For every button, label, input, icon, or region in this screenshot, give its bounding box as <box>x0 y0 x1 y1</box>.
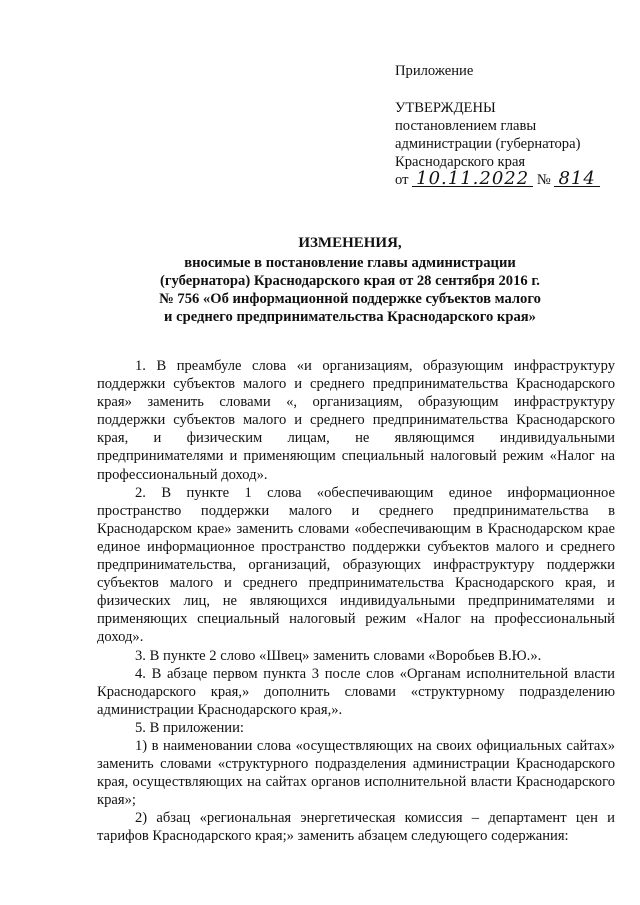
title-main: ИЗМЕНЕНИЯ, <box>298 235 402 251</box>
title-line-1: вносимые в постановление главы администрации <box>184 255 516 271</box>
document-title <box>90 234 610 326</box>
handwritten-date: 10.11.2022 <box>412 171 533 187</box>
paragraph-7: 2) абзац «региональная энергетическая комиссия – департамент цен и тарифов Краснодарского края;» заменить абзацем следующего содержания: <box>97 810 615 845</box>
approved-by-line-3: Краснодарского края <box>395 154 526 170</box>
approved-label: УТВЕРЖДЕНЫ <box>395 100 496 116</box>
appendix-label: Приложение <box>395 63 474 79</box>
from-prefix: от <box>395 172 409 188</box>
title-line-2: (губернатора) Краснодарского края от 28 сентября 2016 г. <box>160 273 540 289</box>
approval-stamp <box>395 62 600 189</box>
paragraph-2: 2. В пункте 1 слова «обеспечивающим единое информационное пространство поддержки малого и среднего предпринимательства в Краснодарском крае» заменить словами «обеспечивающим в Краснодарском крае единое информационное пространство поддержки субъектов малого и среднего предпринимательства, организаций, образующих инфраструктуру поддержки субъектов малого и среднего предпринимательства Краснодарского края, и физических лиц, не являющихся индивидуальными предпринимателями и применяющих специальный налоговый режим «Налог на профессиональный доход». <box>97 484 615 646</box>
paragraph-1: 1. В преамбуле слова «и организациям, образующим инфраструктуру поддержки субъектов малого и среднего предпринимательства Краснодарского края» заменить словами «, организациям, образующим инфраструктуру поддержки субъектов малого и среднего предпринимательства Краснодарского края, и физическим лицам, не являющимся индивидуальными предпринимателями и применяющим специальный налоговый режим «Налог на профессиональный доход». <box>97 358 615 483</box>
paragraph-6: 1) в наименовании слова «осуществляющих на своих официальных сайтах» заменить словами «структурного подразделения администрации Краснодарского края, осуществляющих на сайтах органов исполнительной власти Краснодарского края»; <box>97 737 615 809</box>
approved-by-line-2: администрации (губернатора) <box>395 136 581 152</box>
approved-by-line-1: постановлением главы <box>395 118 537 134</box>
date-number-line <box>395 168 600 189</box>
number-prefix: № <box>536 172 551 188</box>
handwritten-number: 814 <box>554 171 599 187</box>
paragraph-4: 4. В абзаце первом пункта 3 после слов «Органам исполнительной власти Краснодарского края,» дополнить словами «структурному подразделению администрации Краснодарского края,». <box>97 665 615 718</box>
title-line-4: и среднего предпринимательства Краснодарского края» <box>164 309 536 325</box>
document-body <box>97 357 615 846</box>
title-line-3: № 756 «Об информационной поддержке субъектов малого <box>159 291 541 307</box>
paragraph-5: 5. В приложении: <box>135 719 244 736</box>
paragraph-3: 3. В пункте 2 слово «Швец» заменить словами «Воробьев В.Ю.». <box>135 647 542 664</box>
